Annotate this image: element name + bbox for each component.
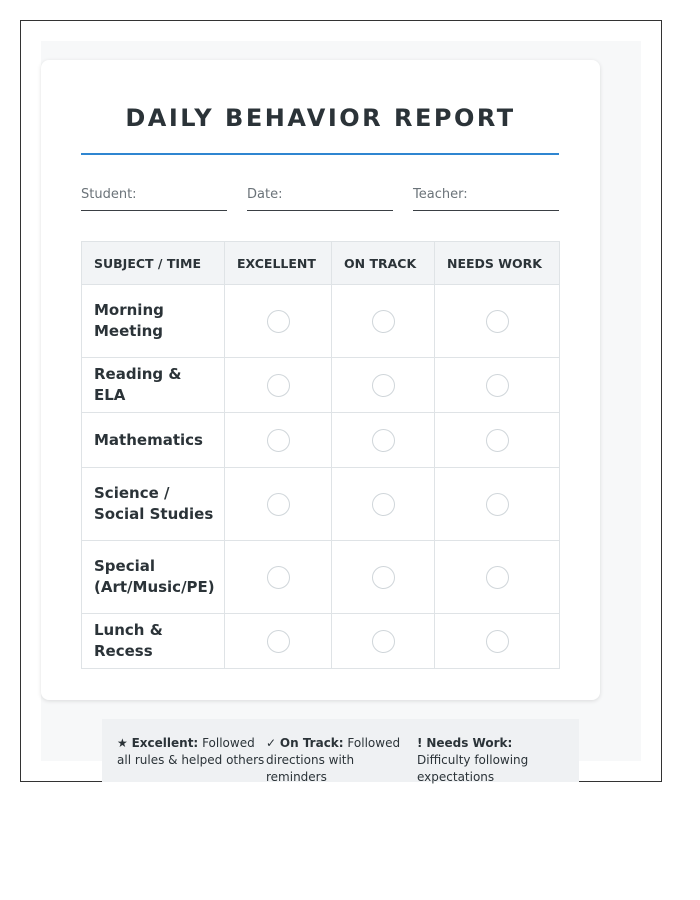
row-subject: Morning Meeting	[82, 285, 225, 358]
row-subject: Lunch & Recess	[82, 614, 225, 669]
table-row	[82, 285, 560, 358]
on-track-radio[interactable]	[372, 374, 395, 397]
excellent-radio[interactable]	[267, 310, 290, 333]
excellent-radio[interactable]	[267, 630, 290, 653]
on-track-radio[interactable]	[372, 429, 395, 452]
table-row	[82, 358, 560, 413]
teacher-field[interactable]	[413, 187, 559, 211]
date-field[interactable]	[247, 187, 393, 211]
excellent-radio[interactable]	[267, 374, 290, 397]
date-label: Date:	[247, 187, 283, 202]
table-row	[82, 541, 560, 614]
excellent-radio[interactable]	[267, 429, 290, 452]
table-row	[82, 614, 560, 669]
table-row	[82, 468, 560, 541]
row-subject: Science / Social Studies	[82, 468, 225, 541]
legend-item-on-track	[266, 735, 417, 782]
on-track-radio[interactable]	[372, 630, 395, 653]
rating-legend	[102, 719, 579, 782]
table-row	[82, 413, 560, 468]
header-needs-work: NEEDS WORK	[435, 242, 560, 285]
title-underline	[81, 153, 559, 155]
exclamation-icon: !	[417, 736, 423, 750]
needs-work-radio[interactable]	[486, 429, 509, 452]
behavior-table	[81, 241, 560, 669]
on-track-radio[interactable]	[372, 566, 395, 589]
student-field[interactable]	[81, 187, 227, 211]
legend-key: Needs Work:	[426, 736, 513, 750]
excellent-radio[interactable]	[267, 493, 290, 516]
on-track-radio[interactable]	[372, 493, 395, 516]
needs-work-radio[interactable]	[486, 310, 509, 333]
legend-description: Followed directions with reminders	[266, 736, 401, 784]
needs-work-radio[interactable]	[486, 566, 509, 589]
row-subject: Mathematics	[82, 413, 225, 468]
student-label: Student:	[81, 187, 137, 202]
needs-work-radio[interactable]	[486, 374, 509, 397]
needs-work-radio[interactable]	[486, 630, 509, 653]
row-subject: Reading & ELA	[82, 358, 225, 413]
header-excellent: EXCELLENT	[225, 242, 332, 285]
table-header-row	[82, 242, 560, 285]
star-icon: ★	[117, 736, 128, 750]
excellent-radio[interactable]	[267, 566, 290, 589]
legend-item-needs-work	[417, 735, 567, 782]
row-subject: Special (Art/Music/PE)	[82, 541, 225, 614]
legend-key: On Track:	[279, 736, 344, 750]
header-on-track: ON TRACK	[332, 242, 435, 285]
on-track-radio[interactable]	[372, 310, 395, 333]
legend-key: Excellent:	[131, 736, 199, 750]
report-card	[41, 60, 600, 700]
needs-work-radio[interactable]	[486, 493, 509, 516]
legend-item-excellent	[117, 735, 266, 782]
header-subject-time: SUBJECT / TIME	[82, 242, 225, 285]
legend-description: Difficulty following expectations	[417, 753, 529, 784]
teacher-label: Teacher:	[413, 187, 468, 202]
report-title: DAILY BEHAVIOR REPORT	[125, 104, 516, 132]
checkmark-icon: ✓	[266, 736, 277, 750]
legend-description: Followed all rules & helped others	[117, 736, 265, 767]
